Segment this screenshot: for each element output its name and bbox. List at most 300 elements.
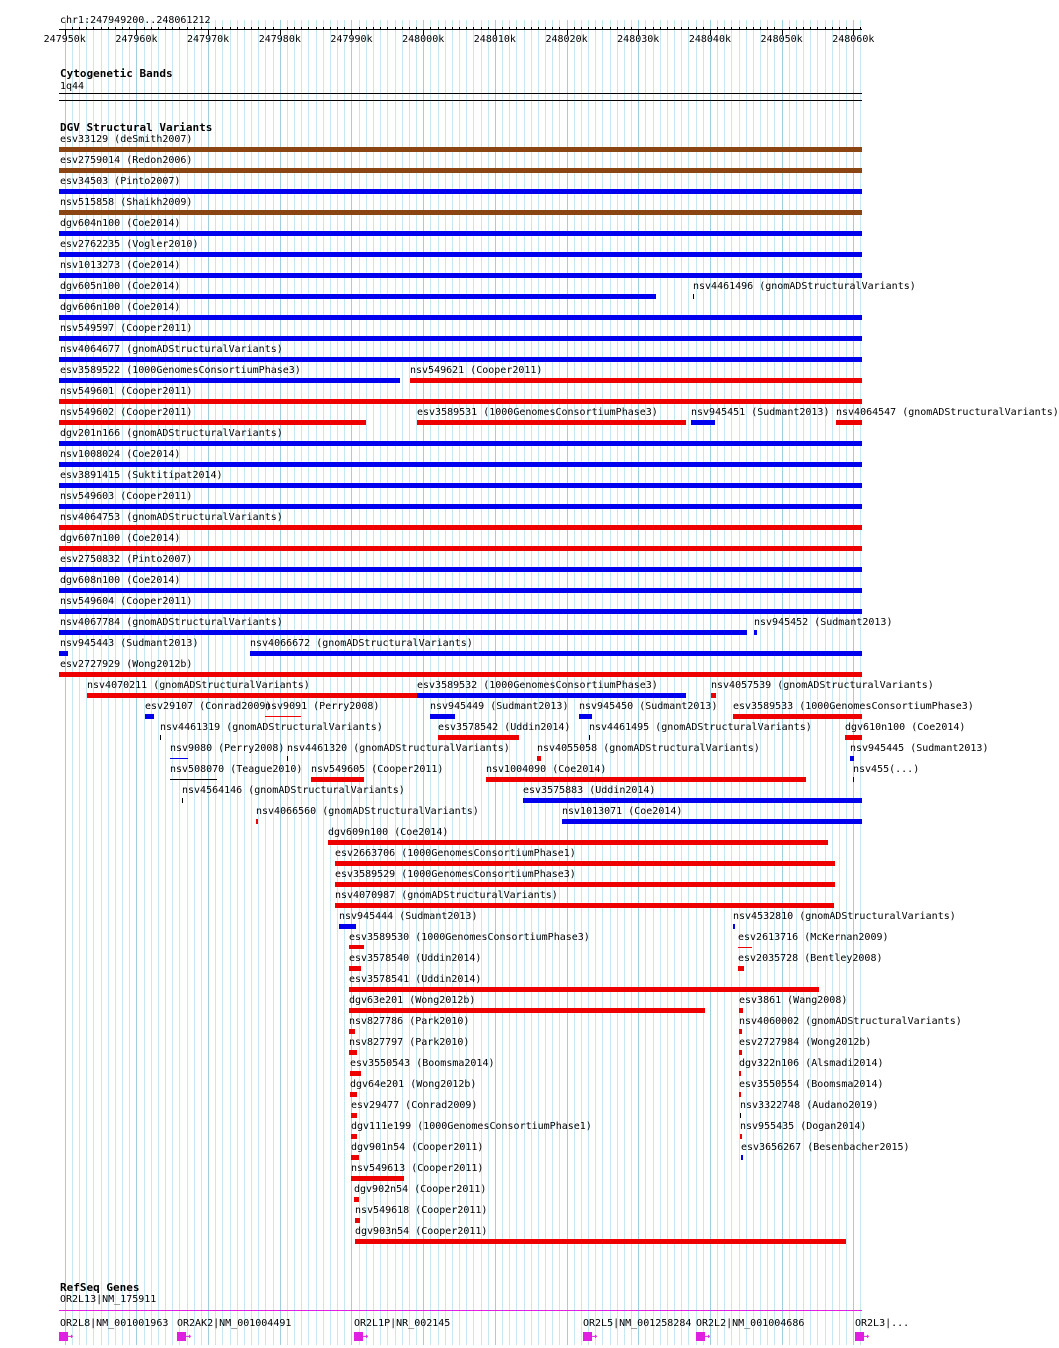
dgv-feature-bar[interactable]	[354, 1197, 359, 1202]
dgv-feature-label[interactable]: esv2727929 (Wong2012b)	[60, 659, 193, 670]
dgv-feature-label[interactable]: dgv63e201 (Wong2012b)	[349, 995, 476, 1006]
dgv-feature-label[interactable]: esv3589533 (1000GenomesConsortiumPhase3)	[733, 701, 974, 712]
dgv-feature-bar[interactable]	[739, 1071, 741, 1076]
ruler-minor-tick	[144, 27, 145, 30]
dgv-feature-label[interactable]: dgv903n54 (Cooper2011)	[355, 1226, 488, 1237]
dgv-feature-bar[interactable]	[349, 1008, 705, 1013]
dgv-feature-bar[interactable]	[59, 567, 862, 572]
dgv-feature-label[interactable]: nsv4066672 (gnomADStructuralVariants)	[250, 638, 473, 649]
dgv-feature-label[interactable]: esv3550554 (Boomsma2014)	[739, 1079, 884, 1090]
dgv-group-separator	[59, 674, 862, 675]
ruler-minor-tick	[717, 27, 718, 30]
ruler-minor-tick	[502, 27, 503, 30]
ruler-minor-tick	[430, 27, 431, 30]
dgv-feature-label[interactable]: esv3589531 (1000GenomesConsortiumPhase3)	[417, 407, 658, 418]
dgv-feature-bar[interactable]	[739, 1029, 742, 1034]
dgv-feature-label[interactable]: nsv549613 (Cooper2011)	[351, 1163, 484, 1174]
ruler-minor-tick	[287, 27, 288, 30]
dgv-feature-bar[interactable]	[562, 819, 862, 824]
dgv-feature-label[interactable]: nsv945444 (Sudmant2013)	[339, 911, 478, 922]
dgv-feature-label[interactable]: nsv4060002 (gnomADStructuralVariants)	[739, 1016, 962, 1027]
dgv-feature-bar[interactable]	[59, 315, 862, 320]
ruler-minor-tick	[122, 27, 123, 30]
dgv-feature-bar[interactable]	[350, 1071, 361, 1076]
ruler-minor-tick	[323, 27, 324, 30]
dgv-feature-label[interactable]: esv3589532 (1000GenomesConsortiumPhase3)	[417, 680, 658, 691]
dgv-feature-label[interactable]: esv3589530 (1000GenomesConsortiumPhase3)	[349, 932, 590, 943]
dgv-feature-label[interactable]: nsv9080 (Perry2008)	[170, 743, 285, 754]
strand-arrow-icon: →	[591, 1331, 598, 1342]
ruler-minor-tick	[653, 27, 654, 30]
ruler-minor-tick	[810, 27, 811, 30]
ruler-minor-tick	[481, 27, 482, 30]
dgv-feature-label[interactable]: esv29477 (Conrad2009)	[351, 1100, 478, 1111]
dgv-feature-label[interactable]: nsv4066560 (gnomADStructuralVariants)	[256, 806, 479, 817]
ruler-tick-label: 248050k	[760, 34, 803, 45]
dgv-feature-bar[interactable]	[59, 168, 862, 173]
dgv-feature-label[interactable]: nsv4461495 (gnomADStructuralVariants)	[589, 722, 812, 733]
dgv-feature-bar[interactable]	[739, 1008, 743, 1013]
dgv-feature-bar[interactable]	[351, 1176, 404, 1181]
dgv-feature-label[interactable]: esv3861 (Wang2008)	[739, 995, 848, 1006]
dgv-feature-bar[interactable]	[355, 1239, 846, 1244]
ruler-minor-tick	[416, 27, 417, 30]
dgv-feature-label[interactable]: nsv549618 (Cooper2011)	[355, 1205, 488, 1216]
dgv-feature-bar[interactable]	[733, 714, 862, 719]
dgv-feature-bar[interactable]	[265, 716, 301, 717]
dgv-feature-bar[interactable]	[523, 798, 862, 803]
dgv-feature-label[interactable]: esv2727984 (Wong2012b)	[739, 1037, 872, 1048]
ruler-minor-tick	[645, 27, 646, 30]
dgv-feature-bar[interactable]	[351, 1134, 357, 1139]
dgv-feature-label[interactable]: nsv549601 (Cooper2011)	[60, 386, 193, 397]
refseq-gene-label[interactable]: OR2AK2|NM_001004491	[177, 1318, 292, 1329]
dgv-feature-bar[interactable]	[349, 1029, 355, 1034]
dgv-feature-bar[interactable]	[579, 714, 592, 719]
dgv-feature-label[interactable]: nsv4064753 (gnomADStructuralVariants)	[60, 512, 283, 523]
dgv-feature-label[interactable]: nsv945452 (Sudmant2013)	[754, 617, 893, 628]
ruler-tick-label: 248020k	[545, 34, 588, 45]
dgv-feature-label[interactable]: nsv4067784 (gnomADStructuralVariants)	[60, 617, 283, 628]
dgv-feature-label[interactable]: esv2759014 (Redon2006)	[60, 155, 193, 166]
refseq-gene-label[interactable]: OR2L3|...	[855, 1318, 910, 1329]
dgv-feature-label[interactable]: dgv604n100 (Coe2014)	[60, 218, 181, 229]
dgv-feature-label[interactable]: nsv549597 (Cooper2011)	[60, 323, 193, 334]
dgv-feature-label[interactable]: nsv508070 (Teague2010)	[170, 764, 303, 775]
dgv-feature-label[interactable]: nsv1013071 (Coe2014)	[562, 806, 683, 817]
ruler-minor-tick	[509, 27, 510, 30]
dgv-feature-bar[interactable]	[59, 462, 862, 467]
dgv-feature-bar[interactable]	[349, 966, 361, 971]
dgv-feature-bar[interactable]	[59, 609, 862, 614]
dgv-feature-label[interactable]: nsv4564146 (gnomADStructuralVariants)	[182, 785, 405, 796]
dgv-feature-bar[interactable]	[589, 735, 590, 740]
dgv-feature-bar[interactable]	[59, 441, 862, 446]
dgv-feature-bar[interactable]	[355, 1218, 360, 1223]
dgv-feature-bar[interactable]	[287, 756, 288, 761]
ruler-minor-tick	[201, 27, 202, 30]
dgv-feature-label[interactable]: esv3589529 (1000GenomesConsortiumPhase3)	[335, 869, 576, 880]
dgv-feature-label[interactable]: dgv322n106 (Alsmadi2014)	[739, 1058, 884, 1069]
dgv-feature-label[interactable]: nsv945449 (Sudmant2013)	[430, 701, 569, 712]
dgv-feature-label[interactable]: esv33129 (deSmith2007)	[60, 134, 193, 145]
ruler-minor-tick	[774, 27, 775, 30]
dgv-feature-label[interactable]: dgv111e199 (1000GenomesConsortiumPhase1)	[351, 1121, 592, 1132]
ruler-minor-tick	[258, 27, 259, 30]
ruler-minor-tick	[545, 27, 546, 30]
ruler-tick-label: 248010k	[473, 34, 516, 45]
ruler-minor-tick	[803, 27, 804, 30]
dgv-feature-bar[interactable]	[311, 777, 364, 782]
dgv-feature-bar[interactable]	[59, 588, 862, 593]
dgv-feature-bar[interactable]	[417, 693, 686, 698]
dgv-feature-label[interactable]: dgv901n54 (Cooper2011)	[351, 1142, 484, 1153]
dgv-feature-label[interactable]: nsv515858 (Shaikh2009)	[60, 197, 193, 208]
ruler-minor-tick	[380, 27, 381, 30]
dgv-feature-bar[interactable]	[733, 924, 735, 929]
strand-arrow-icon: →	[67, 1331, 74, 1342]
dgv-feature-label[interactable]: dgv902n54 (Cooper2011)	[354, 1184, 487, 1195]
strand-arrow-icon: →	[185, 1331, 192, 1342]
ruler-minor-tick	[488, 27, 489, 30]
dgv-feature-bar[interactable]	[59, 189, 862, 194]
ruler-minor-tick	[194, 27, 195, 30]
dgv-feature-bar[interactable]	[339, 924, 356, 929]
dgv-feature-bar[interactable]	[853, 777, 854, 782]
dgv-feature-bar[interactable]	[59, 399, 862, 404]
ruler-minor-tick	[409, 27, 410, 30]
dgv-feature-label[interactable]: dgv607n100 (Coe2014)	[60, 533, 181, 544]
ruler-minor-tick	[602, 27, 603, 30]
dgv-feature-bar[interactable]	[59, 483, 862, 488]
dgv-feature-label[interactable]: esv2613716 (McKernan2009)	[738, 932, 889, 943]
dgv-feature-label[interactable]: esv2750832 (Pinto2007)	[60, 554, 193, 565]
ruler-minor-tick	[308, 27, 309, 30]
ruler-minor-tick	[165, 27, 166, 30]
dgv-feature-bar[interactable]	[59, 504, 862, 509]
refseq-gene-label[interactable]: OR2L1P|NR_002145	[354, 1318, 451, 1329]
dgv-feature-bar[interactable]	[845, 735, 862, 740]
dgv-feature-label[interactable]: nsv1004090 (Coe2014)	[486, 764, 607, 775]
dgv-feature-label[interactable]: dgv64e201 (Wong2012b)	[350, 1079, 477, 1090]
ruler-minor-tick	[524, 27, 525, 30]
ruler-minor-tick	[724, 27, 725, 30]
ruler-minor-tick	[79, 27, 80, 30]
ruler-minor-tick	[387, 27, 388, 30]
ruler-minor-tick	[559, 27, 560, 30]
dgv-feature-bar[interactable]	[740, 1113, 741, 1118]
ruler-tick-label: 247950k	[43, 34, 86, 45]
dgv-feature-bar[interactable]	[250, 651, 862, 656]
dgv-feature-label[interactable]: nsv4064547 (gnomADStructuralVariants)	[836, 407, 1059, 418]
dgv-feature-label[interactable]: nsv827786 (Park2010)	[349, 1016, 470, 1027]
dgv-feature-label[interactable]: dgv610n100 (Coe2014)	[845, 722, 966, 733]
dgv-feature-label[interactable]: esv2035728 (Bentley2008)	[738, 953, 883, 964]
dgv-feature-bar[interactable]	[170, 758, 188, 759]
dgv-feature-label[interactable]: nsv549602 (Cooper2011)	[60, 407, 193, 418]
ruler-minor-tick	[466, 27, 467, 30]
ruler-minor-tick	[760, 27, 761, 30]
dgv-feature-bar[interactable]	[59, 210, 862, 215]
ruler-minor-tick	[316, 27, 317, 30]
dgv-feature-bar[interactable]	[351, 1155, 359, 1160]
dgv-feature-label[interactable]: esv3575883 (Uddin2014)	[523, 785, 656, 796]
dgv-feature-bar[interactable]	[740, 1134, 742, 1139]
dgv-feature-label[interactable]: nsv945443 (Sudmant2013)	[60, 638, 199, 649]
ruler-minor-tick	[265, 27, 266, 30]
dgv-feature-bar[interactable]	[486, 777, 806, 782]
coordinate-label: chr1:247949200..248061212	[60, 15, 211, 26]
refseq-gene-label[interactable]: OR2L8|NM_001001963	[60, 1318, 169, 1329]
ruler-minor-tick	[846, 27, 847, 30]
ruler-minor-tick	[832, 27, 833, 30]
dgv-feature-bar[interactable]	[59, 147, 862, 152]
dgv-feature-bar[interactable]	[738, 947, 752, 948]
dgv-feature-bar[interactable]	[410, 378, 862, 383]
dgv-feature-label[interactable]: dgv609n100 (Coe2014)	[328, 827, 449, 838]
track-divider	[59, 100, 862, 101]
dgv-feature-bar[interactable]	[59, 630, 747, 635]
dgv-feature-label[interactable]: nsv4532810 (gnomADStructuralVariants)	[733, 911, 956, 922]
dgv-feature-label[interactable]: esv3578541 (Uddin2014)	[349, 974, 482, 985]
ruler-minor-tick	[237, 27, 238, 30]
dgv-feature-label[interactable]: nsv9091 (Perry2008)	[265, 701, 380, 712]
dgv-feature-bar[interactable]	[59, 231, 862, 236]
ruler-minor-tick	[115, 27, 116, 30]
ruler-minor-tick	[86, 27, 87, 30]
ruler-minor-tick	[187, 27, 188, 30]
ruler-minor-tick	[294, 27, 295, 30]
ruler-minor-tick	[438, 27, 439, 30]
dgv-feature-bar[interactable]	[59, 525, 862, 530]
dgv-feature-bar[interactable]	[59, 336, 862, 341]
strand-arrow-icon: →	[863, 1331, 870, 1342]
ruler-minor-tick	[588, 27, 589, 30]
ruler-minor-tick	[402, 27, 403, 30]
ruler-minor-tick	[172, 27, 173, 30]
ruler-minor-tick	[230, 27, 231, 30]
ruler-minor-tick	[595, 27, 596, 30]
ruler-minor-tick	[93, 27, 94, 30]
ruler-minor-tick	[301, 27, 302, 30]
dgv-feature-label[interactable]: dgv605n100 (Coe2014)	[60, 281, 181, 292]
ruler-minor-tick	[839, 27, 840, 30]
ruler-minor-tick	[473, 27, 474, 30]
ruler-minor-tick	[151, 27, 152, 30]
dgv-feature-bar[interactable]	[693, 294, 694, 299]
dgv-feature-label[interactable]: dgv201n166 (gnomADStructuralVariants)	[60, 428, 283, 439]
dgv-feature-label[interactable]: nsv945445 (Sudmant2013)	[850, 743, 989, 754]
dgv-feature-bar[interactable]	[754, 630, 757, 635]
dgv-feature-label[interactable]: nsv4070211 (gnomADStructuralVariants)	[87, 680, 310, 691]
ruler-minor-tick	[674, 27, 675, 30]
ruler-minor-tick	[753, 27, 754, 30]
dgv-feature-label[interactable]: nsv549605 (Cooper2011)	[311, 764, 444, 775]
ruler-minor-tick	[581, 27, 582, 30]
dgv-feature-label[interactable]: nsv4070987 (gnomADStructuralVariants)	[335, 890, 558, 901]
dgv-feature-label[interactable]: nsv827797 (Park2010)	[349, 1037, 470, 1048]
cytoband-track-title[interactable]: Cytogenetic Bands	[60, 67, 173, 80]
dgv-feature-bar[interactable]	[738, 966, 744, 971]
ruler-minor-tick	[244, 27, 245, 30]
dgv-feature-label[interactable]: nsv4055058 (gnomADStructuralVariants)	[537, 743, 760, 754]
refseq-gene-label[interactable]: OR2L5|NM_001258284	[583, 1318, 692, 1329]
ruler-minor-tick	[129, 27, 130, 30]
dgv-feature-label[interactable]: esv3656267 (Besenbacher2015)	[741, 1142, 910, 1153]
ruler-minor-tick	[108, 27, 109, 30]
dgv-feature-bar[interactable]	[430, 714, 455, 719]
dgv-feature-label[interactable]: nsv549621 (Cooper2011)	[410, 365, 543, 376]
dgv-feature-label[interactable]: nsv945451 (Sudmant2013)	[691, 407, 830, 418]
ruler-minor-tick	[624, 27, 625, 30]
dgv-feature-bar[interactable]	[438, 735, 519, 740]
ruler-minor-tick	[789, 27, 790, 30]
dgv-track-title[interactable]: DGV Structural Variants	[60, 121, 213, 134]
dgv-feature-bar[interactable]	[59, 546, 862, 551]
dgv-feature-label[interactable]: nsv549604 (Cooper2011)	[60, 596, 193, 607]
refseq-gene-line[interactable]	[59, 1310, 862, 1311]
ruler-minor-tick	[746, 27, 747, 30]
ruler-minor-tick	[631, 27, 632, 30]
dgv-feature-label[interactable]: nsv4461320 (gnomADStructuralVariants)	[287, 743, 510, 754]
ruler-minor-tick	[459, 27, 460, 30]
refseq-track-title[interactable]: RefSeq Genes	[60, 1281, 140, 1294]
dgv-feature-bar[interactable]	[351, 1113, 357, 1118]
ruler-minor-tick	[681, 27, 682, 30]
dgv-feature-bar[interactable]	[739, 1092, 741, 1097]
ruler-minor-tick	[696, 27, 697, 30]
dgv-feature-label[interactable]: esv2663706 (1000GenomesConsortiumPhase1)	[335, 848, 576, 859]
dgv-feature-bar[interactable]	[691, 420, 715, 425]
ruler-minor-tick	[158, 27, 159, 30]
dgv-feature-bar[interactable]	[59, 357, 862, 362]
dgv-feature-label[interactable]: esv34503 (Pinto2007)	[60, 176, 181, 187]
dgv-feature-label[interactable]: nsv4064677 (gnomADStructuralVariants)	[60, 344, 283, 355]
ruler-tick-label: 247990k	[330, 34, 373, 45]
ruler-minor-tick	[366, 27, 367, 30]
dgv-feature-label[interactable]: nsv3322748 (Audano2019)	[740, 1100, 879, 1111]
ruler-minor-tick	[617, 27, 618, 30]
cytoband-band[interactable]	[59, 93, 862, 94]
dgv-feature-bar[interactable]	[59, 651, 68, 656]
dgv-feature-bar[interactable]	[335, 861, 835, 866]
dgv-feature-bar[interactable]	[59, 252, 862, 257]
ruler-minor-tick	[445, 27, 446, 30]
ruler-minor-tick	[731, 27, 732, 30]
dgv-feature-label[interactable]: esv2762235 (Vogler2010)	[60, 239, 199, 250]
ruler-tick-label: 248040k	[688, 34, 731, 45]
dgv-feature-bar[interactable]	[87, 693, 443, 698]
dgv-feature-bar[interactable]	[739, 1050, 742, 1055]
refseq-gene-label[interactable]: OR2L2|NM_001004686	[696, 1318, 805, 1329]
dgv-feature-bar[interactable]	[145, 714, 154, 719]
dgv-feature-bar[interactable]	[850, 756, 854, 761]
dgv-feature-bar[interactable]	[170, 779, 217, 780]
dgv-feature-label[interactable]: nsv549603 (Cooper2011)	[60, 491, 193, 502]
refseq-gene-label[interactable]: OR2L13|NM_175911	[60, 1294, 157, 1305]
ruler-minor-tick	[574, 27, 575, 30]
dgv-feature-label[interactable]: esv3589522 (1000GenomesConsortiumPhase3)	[60, 365, 301, 376]
ruler-minor-tick	[373, 27, 374, 30]
strand-arrow-icon: →	[704, 1331, 711, 1342]
ruler-minor-tick	[703, 27, 704, 30]
dgv-feature-bar[interactable]	[537, 756, 541, 761]
dgv-feature-bar[interactable]	[328, 840, 828, 845]
strand-arrow-icon: →	[362, 1331, 369, 1342]
ruler-minor-tick	[452, 27, 453, 30]
dgv-feature-label[interactable]: esv3578542 (Uddin2014)	[438, 722, 571, 733]
ruler-tick-label: 248000k	[402, 34, 445, 45]
dgv-feature-label[interactable]: nsv1008024 (Coe2014)	[60, 449, 181, 460]
ruler-minor-tick	[817, 27, 818, 30]
dgv-feature-bar[interactable]	[836, 420, 862, 425]
dgv-feature-bar[interactable]	[59, 378, 400, 383]
ruler-minor-tick	[251, 27, 252, 30]
dgv-feature-label[interactable]: esv3578540 (Uddin2014)	[349, 953, 482, 964]
ruler-tick-label: 247960k	[115, 34, 158, 45]
dgv-feature-label[interactable]: esv3550543 (Boomsma2014)	[350, 1058, 495, 1069]
ruler-minor-tick	[222, 27, 223, 30]
ruler-minor-tick	[516, 27, 517, 30]
dgv-feature-label[interactable]: esv29107 (Conrad2009)	[145, 701, 272, 712]
dgv-feature-bar[interactable]	[182, 798, 183, 803]
dgv-feature-bar[interactable]	[160, 735, 161, 740]
ruler-minor-tick	[796, 27, 797, 30]
dgv-feature-bar[interactable]	[335, 882, 835, 887]
ruler-minor-tick	[337, 27, 338, 30]
dgv-feature-label[interactable]: dgv606n100 (Coe2014)	[60, 302, 181, 313]
dgv-feature-label[interactable]: nsv955435 (Dogan2014)	[740, 1121, 867, 1132]
dgv-feature-bar[interactable]	[256, 819, 258, 824]
dgv-feature-bar[interactable]	[711, 693, 716, 698]
ruler-minor-tick	[179, 27, 180, 30]
dgv-feature-label[interactable]: nsv1013273 (Coe2014)	[60, 260, 181, 271]
ruler-minor-tick	[215, 27, 216, 30]
dgv-feature-bar[interactable]	[349, 987, 819, 992]
ruler-minor-tick	[330, 27, 331, 30]
dgv-feature-bar[interactable]	[335, 903, 834, 908]
dgv-feature-bar[interactable]	[59, 294, 656, 299]
ruler-tick-label: 248030k	[617, 34, 660, 45]
dgv-feature-bar[interactable]	[417, 420, 686, 425]
dgv-feature-bar[interactable]	[349, 945, 364, 949]
dgv-feature-label[interactable]: nsv455(...)	[853, 764, 920, 775]
ruler-minor-tick	[538, 27, 539, 30]
ruler-tick-label: 248060k	[832, 34, 875, 45]
ruler-minor-tick	[767, 27, 768, 30]
dgv-feature-bar[interactable]	[59, 273, 862, 278]
ruler-minor-tick	[552, 27, 553, 30]
dgv-feature-label[interactable]: esv3891415 (Suktitipat2014)	[60, 470, 223, 481]
dgv-feature-label[interactable]: dgv608n100 (Coe2014)	[60, 575, 181, 586]
ruler-minor-tick	[101, 27, 102, 30]
ruler-minor-tick	[688, 27, 689, 30]
dgv-feature-label[interactable]: nsv4461319 (gnomADStructuralVariants)	[160, 722, 383, 733]
dgv-feature-bar[interactable]	[350, 1092, 357, 1097]
ruler-minor-tick	[531, 27, 532, 30]
ruler-minor-tick	[860, 27, 861, 30]
dgv-feature-label[interactable]: nsv945450 (Sudmant2013)	[579, 701, 718, 712]
dgv-feature-label[interactable]: nsv4461496 (gnomADStructuralVariants)	[693, 281, 916, 292]
dgv-feature-label[interactable]: nsv4057539 (gnomADStructuralVariants)	[711, 680, 934, 691]
ruler-minor-tick	[610, 27, 611, 30]
dgv-feature-bar[interactable]	[741, 1155, 743, 1160]
dgv-feature-bar[interactable]	[59, 420, 366, 425]
dgv-feature-bar[interactable]	[349, 1050, 357, 1055]
ruler-minor-tick	[395, 27, 396, 30]
ruler-minor-tick	[660, 27, 661, 30]
ruler-minor-tick	[273, 27, 274, 30]
